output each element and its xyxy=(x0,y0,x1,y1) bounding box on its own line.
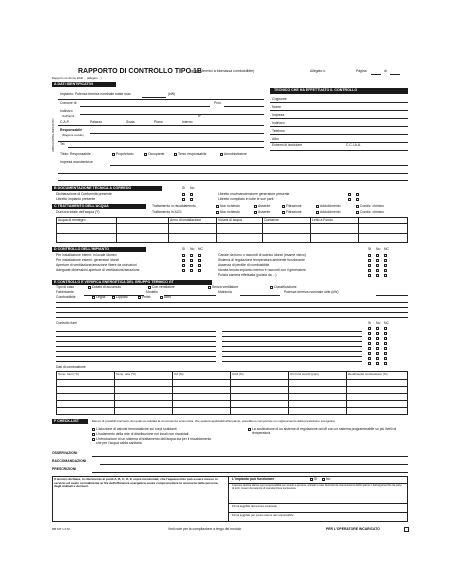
allegato-label: Allegato n. xyxy=(310,69,327,73)
section-c-header: C TRATTAMENTO DELL'ACQUA xyxy=(52,204,146,209)
impianto-label: Impianto: Potenza termica nominale totale max xyxy=(60,92,131,96)
report-title: RAPPORTO DI CONTROLLO TIPO 1B xyxy=(78,68,202,75)
pagina-di-label: di xyxy=(384,69,387,73)
tecnico-band-label: TECNICO CHE HA EFFETTUATO IL CONTROLLO xyxy=(274,88,358,93)
pagina-label: Pagina xyxy=(356,69,367,73)
section-f-header: F CHECK-LIST xyxy=(52,419,88,424)
report-page: RAPPORTO DI CONTROLLO TIPO 1B (gruppi termici a biomassa combustibile) Allegato n. Pagina di Rapporto conforme DGR ... (allegato ...) A DATI IDENTIFICATIVI TECNICO CHE HA EFFETTUATO IL CONTROLLO UBICAZIONE IMPIANTO Impianto: Potenza termica nominale totale max (kW) Comune di Prov. Indirizzo Via/Piazza N° C.A.P. Palazzo Scala Piano Interno Responsabile (Ragione sociale) Tel. Cognome Nome Impresa Indirizzo Telefono Albo Estremi di iscrizione C.C.I.A.A. Titolo: Responsabile Proprietario Occupante Terzo responsabile Amministratore Impresa manutentrice B DOCUMENTAZIONE TECNICA A CORREDO Si No Dichiarazione di Conformità presente Libretto impianto presente Libretto uso/manutenzione generatore presente Libretto compilato in tutte le sue parti C TRATTAMENTO DELL'ACQUA Trattamento in riscaldamento Trattamento in ACS Non richiesto Assente Filtrazione Addolcimento Condiz. chimico Non richiesto Assente Filtrazione Addolcimento Condiz. chimico Durezza totale dell'acqua (°f) Acqua di reintegro Anno di installazione Volumi di acqua Contatore Letto a Fondo D CONTROLLO DELL'IMPIANTO Si No NC Si No NC Per installazione interni: in locale idoneo Per installazione esterni: generatori idonei Aperture di ventilazione/aerazione libere da ostruzioni Adeguate dimensioni aperture di ventilazione/aerazione Canale da fumo o raccordi di scarico idonei (esame visivo) Sistema di regolazione temperatura ambiente funzionante Assenza di perdite di combustibile Idonea tenuta impianto interno e raccordi con il generatore Pulizia camera effettuata (pulizia da ...) E CONTROLLO E VERIFICA ENERGETICA DEL GRUPPO TERMICO GT Tipo di caso Dotato di accumulo Con ventilatore Senza ventilatore Classificazione Fabbricante Modello Matricola Potenza termica nominale utile (kW) Combustibile Legna Cippato Pellet Altro Controllo fumi Si No NC Dati di combustione Temp. fumi (°C) Temp. aria (°C) O2 (%) CO2 (%) CO fumi secchi (ppm) Rendimento combustione (%) F CHECK-LIST Elenco di possibili interventi, dei quali va valutata la convenienza economica, che qualora applicabili all'impianto, potrebbero comportare un miglioramento della prestazione energetica L'adozione di valvole termostatiche sui corpi scaldanti L'isolamento della rete di distribuzione nei locali non riscaldati L'introduzione di un sistema di trattamento dell'acqua sia per il riscaldamento che per l'acqua calda sanitaria La sostituzione di un sistema di regolazione on/off con un sistema programmabile su più livelli di temperatura OSSERVAZIONI RACCOMANDAZIONI PRESCRIZIONI Il tecnico dichiara, in riferimento ai punti A, B, C, D, E sopra menzionati, che l'apparecchio può essere messo in servizio ed usato normalmente ai fini dell'efficienza energetica senza compromettere la sicurezza delle persone, degli animali e dei beni. L'impianto può funzionare Si No Il tecnico declina altresì ogni responsabilità per sinistri a persone, animali o cose derivanti da manomissioni dell'impianto o dell'apparecchio da parte di terzi, ovvero da carenze di manutenzione successiva. Firma leggibile del tecnico incaricato Firma leggibile per presa visione del responsabile RB MT 1.0 M Vedi note per la compilazione a tergo del modulo PER L'OPERATORE INCARICATO xyxy=(48,66,420,540)
section-d-header: D CONTROLLO DELL'IMPIANTO xyxy=(52,247,146,252)
section-e-header: E CONTROLLO E VERIFICA ENERGETICA DEL GRUPPO TERMICO GT xyxy=(52,280,212,285)
section-b-header: B DOCUMENTAZIONE TECNICA A CORREDO xyxy=(52,186,162,191)
section-a-header: A DATI IDENTIFICATIVI xyxy=(52,82,116,87)
regulation-line: Rapporto conforme DGR ... (allegato ...) xyxy=(52,76,102,80)
report-subtitle: (gruppi termici a biomassa combustibile) xyxy=(190,69,255,73)
side-label-a: UBICAZIONE IMPIANTO xyxy=(51,118,55,152)
